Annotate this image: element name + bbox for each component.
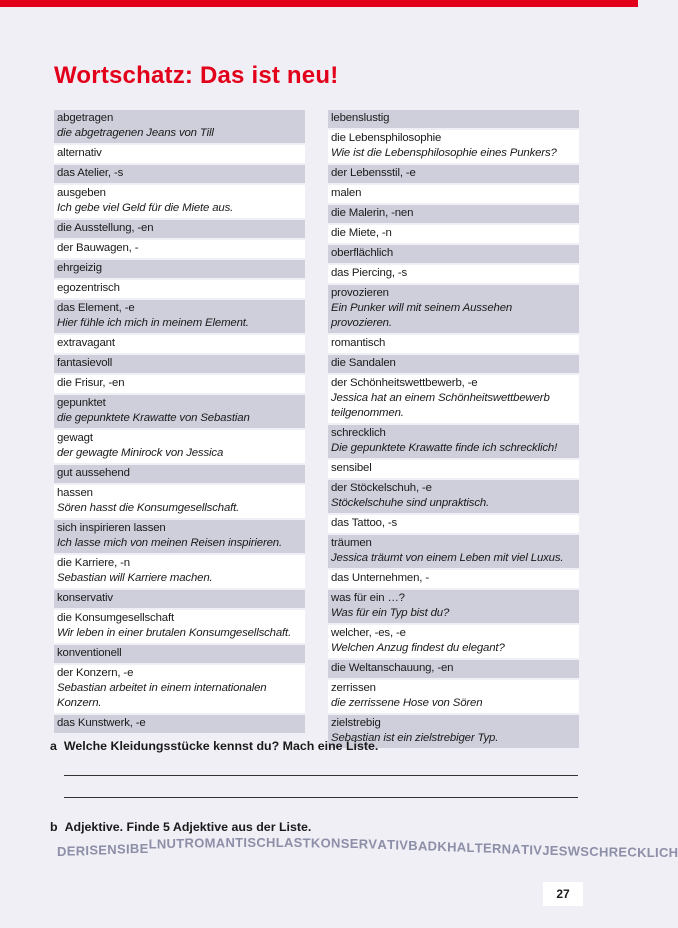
vocab-example: Die gepunktete Krawatte finde ich schrecklich! xyxy=(331,442,558,454)
vocab-word: die Miete, -n xyxy=(331,227,392,239)
vocab-entry xyxy=(328,535,579,568)
vocab-word: ausgeben xyxy=(57,187,106,199)
vocab-entry xyxy=(54,335,305,353)
vocab-example: Jessica hat an einem Schönheitswettbewerb teilgenommen. xyxy=(331,392,550,419)
top-accent-bar xyxy=(0,0,638,7)
vocab-example: Sebastian arbeitet in einem internationalen Konzern. xyxy=(57,682,267,709)
vocab-word: romantisch xyxy=(331,337,386,349)
vocab-entry xyxy=(328,375,579,423)
vocab-example: Sebastian will Karriere machen. xyxy=(57,572,213,584)
vocab-entry xyxy=(54,280,305,298)
vocab-example: der gewagte Minirock von Jessica xyxy=(57,447,224,459)
vocab-entry xyxy=(54,645,305,663)
vocab-word: die Ausstellung, -en xyxy=(57,222,154,234)
vocab-entry xyxy=(328,245,579,263)
answer-line-2[interactable] xyxy=(64,797,578,798)
vocab-word: egozentrisch xyxy=(57,282,120,294)
vocab-column-left xyxy=(54,110,305,735)
letter-puzzle: DERISENSIBELNUTROMANTISCHLASTKONSERVATIVBADKHALTERNATIVJESWSCHRECKLICH xyxy=(57,835,678,860)
vocab-word: die Konsumgesellschaft xyxy=(57,612,175,624)
vocab-entry xyxy=(328,460,579,478)
vocab-example: Hier fühle ich mich in meinem Element. xyxy=(57,317,249,329)
vocab-word: sensibel xyxy=(331,462,372,474)
vocab-example: Was für ein Typ bist du? xyxy=(331,607,450,619)
vocab-entry xyxy=(328,165,579,183)
vocab-word: konventionell xyxy=(57,647,122,659)
vocab-entry xyxy=(328,625,579,658)
vocab-entry xyxy=(328,660,579,678)
vocab-example: Ein Punker will mit seinem Aussehen provozieren. xyxy=(331,302,513,329)
vocab-word: der Stöckelschuh, -e xyxy=(331,482,432,494)
vocab-word: das Unternehmen, - xyxy=(331,572,429,584)
vocab-example: Wie ist die Lebensphilosophie eines Punkers? xyxy=(331,147,557,159)
vocab-word: der Bauwagen, - xyxy=(57,242,139,254)
vocab-word: die Weltanschauung, -en xyxy=(331,662,454,674)
vocab-word: hassen xyxy=(57,487,93,499)
vocab-entry xyxy=(328,130,579,163)
vocab-entry xyxy=(328,225,579,243)
vocab-entry xyxy=(328,265,579,283)
vocab-entry xyxy=(54,520,305,553)
vocab-entry xyxy=(54,165,305,183)
vocab-word: ehrgeizig xyxy=(57,262,102,274)
task-a xyxy=(50,739,378,753)
vocab-word: welcher, -es, -e xyxy=(331,627,406,639)
vocab-word: fantasievoll xyxy=(57,357,113,369)
vocab-word: gepunktet xyxy=(57,397,106,409)
vocab-entry xyxy=(328,680,579,713)
page-title: Wortschatz: Das ist neu! xyxy=(54,62,339,89)
vocab-example: Ich gebe viel Geld für die Miete aus. xyxy=(57,202,234,214)
vocab-word: extravagant xyxy=(57,337,115,349)
vocab-entry xyxy=(54,145,305,163)
task-b-text: Adjektive. Finde 5 Adjektive aus der Liste. xyxy=(64,820,312,834)
vocab-word: abgetragen xyxy=(57,112,114,124)
vocab-entry xyxy=(54,110,305,143)
vocab-word: der Schönheitswettbewerb, -e xyxy=(331,377,478,389)
vocab-entry xyxy=(328,570,579,588)
vocab-entry xyxy=(54,590,305,608)
vocab-word: die Karriere, -n xyxy=(57,557,130,569)
vocab-entry xyxy=(54,715,305,733)
vocab-entry xyxy=(328,590,579,623)
vocab-word: oberflächlich xyxy=(331,247,394,259)
vocab-example: Jessica träumt von einem Leben mit viel Luxus. xyxy=(331,552,564,564)
vocab-word: zielstrebig xyxy=(331,717,381,729)
vocab-word: schrecklich xyxy=(331,427,386,439)
vocab-entry xyxy=(328,205,579,223)
vocab-example: Ich lasse mich von meinen Reisen inspirieren. xyxy=(57,537,282,549)
vocab-example: Sören hasst die Konsumgesellschaft. xyxy=(57,502,240,514)
vocab-word: die Malerin, -nen xyxy=(331,207,414,219)
vocab-entry xyxy=(328,335,579,353)
page-number: 27 xyxy=(543,882,583,906)
task-a-text: Welche Kleidungsstücke kennst du? Mach eine Liste. xyxy=(63,739,379,753)
vocab-entry xyxy=(54,300,305,333)
vocab-entry xyxy=(328,185,579,203)
vocab-entry xyxy=(54,465,305,483)
vocab-entry xyxy=(328,355,579,373)
vocab-entry xyxy=(54,375,305,393)
vocab-entry xyxy=(54,610,305,643)
vocab-entry xyxy=(328,285,579,333)
vocab-entry xyxy=(54,485,305,518)
vocab-word: gewagt xyxy=(57,432,93,444)
vocab-entry xyxy=(54,260,305,278)
vocab-entry xyxy=(54,185,305,218)
vocab-word: das Tattoo, -s xyxy=(331,517,398,529)
vocab-word: die Lebensphilosophie xyxy=(331,132,442,144)
vocab-word: das Kunstwerk, -e xyxy=(57,717,146,729)
vocab-word: was für ein …? xyxy=(331,592,405,604)
vocab-word: der Lebensstil, -e xyxy=(331,167,416,179)
vocab-entry xyxy=(328,515,579,533)
vocab-example: die zerrissene Hose von Sören xyxy=(331,697,483,709)
vocab-word: zerrissen xyxy=(331,682,376,694)
vocab-example: Welchen Anzug findest du elegant? xyxy=(331,642,505,654)
vocab-entry xyxy=(54,220,305,238)
vocab-entry xyxy=(54,665,305,713)
vocab-word: der Konzern, -e xyxy=(57,667,134,679)
vocab-entry xyxy=(328,480,579,513)
vocab-word: träumen xyxy=(331,537,372,549)
vocab-word: das Element, -e xyxy=(57,302,135,314)
vocab-word: das Atelier, -s xyxy=(57,167,124,179)
vocab-word: gut aussehend xyxy=(57,467,130,479)
vocab-entry xyxy=(54,355,305,373)
vocab-word: die Frisur, -en xyxy=(57,377,125,389)
vocab-word: malen xyxy=(331,187,362,199)
vocab-word: alternativ xyxy=(57,147,102,159)
vocab-word: sich inspirieren lassen xyxy=(57,522,166,534)
vocab-word: die Sandalen xyxy=(331,357,396,369)
vocab-entry xyxy=(54,395,305,428)
task-b xyxy=(50,820,311,834)
vocab-word: provozieren xyxy=(331,287,389,299)
vocab-example: Sebastian ist ein zielstrebiger Typ. xyxy=(331,732,499,744)
vocab-entry xyxy=(54,555,305,588)
vocab-example: Wir leben in einer brutalen Konsumgesellschaft. xyxy=(57,627,292,639)
answer-line-1[interactable] xyxy=(64,775,578,776)
vocab-word: das Piercing, -s xyxy=(331,267,408,279)
task-b-label: b xyxy=(50,820,58,834)
vocab-example: die gepunktete Krawatte von Sebastian xyxy=(57,412,250,424)
vocab-entry xyxy=(54,240,305,258)
vocab-word: konservativ xyxy=(57,592,113,604)
vocab-word: lebenslustig xyxy=(331,112,390,124)
vocab-example: die abgetragenen Jeans von Till xyxy=(57,127,214,139)
vocab-entry xyxy=(328,110,579,128)
vocab-column-right xyxy=(328,110,579,750)
task-a-label: a xyxy=(50,739,57,753)
vocab-entry xyxy=(54,430,305,463)
vocab-entry xyxy=(328,425,579,458)
vocab-example: Stöckelschuhe sind unpraktisch. xyxy=(331,497,490,509)
